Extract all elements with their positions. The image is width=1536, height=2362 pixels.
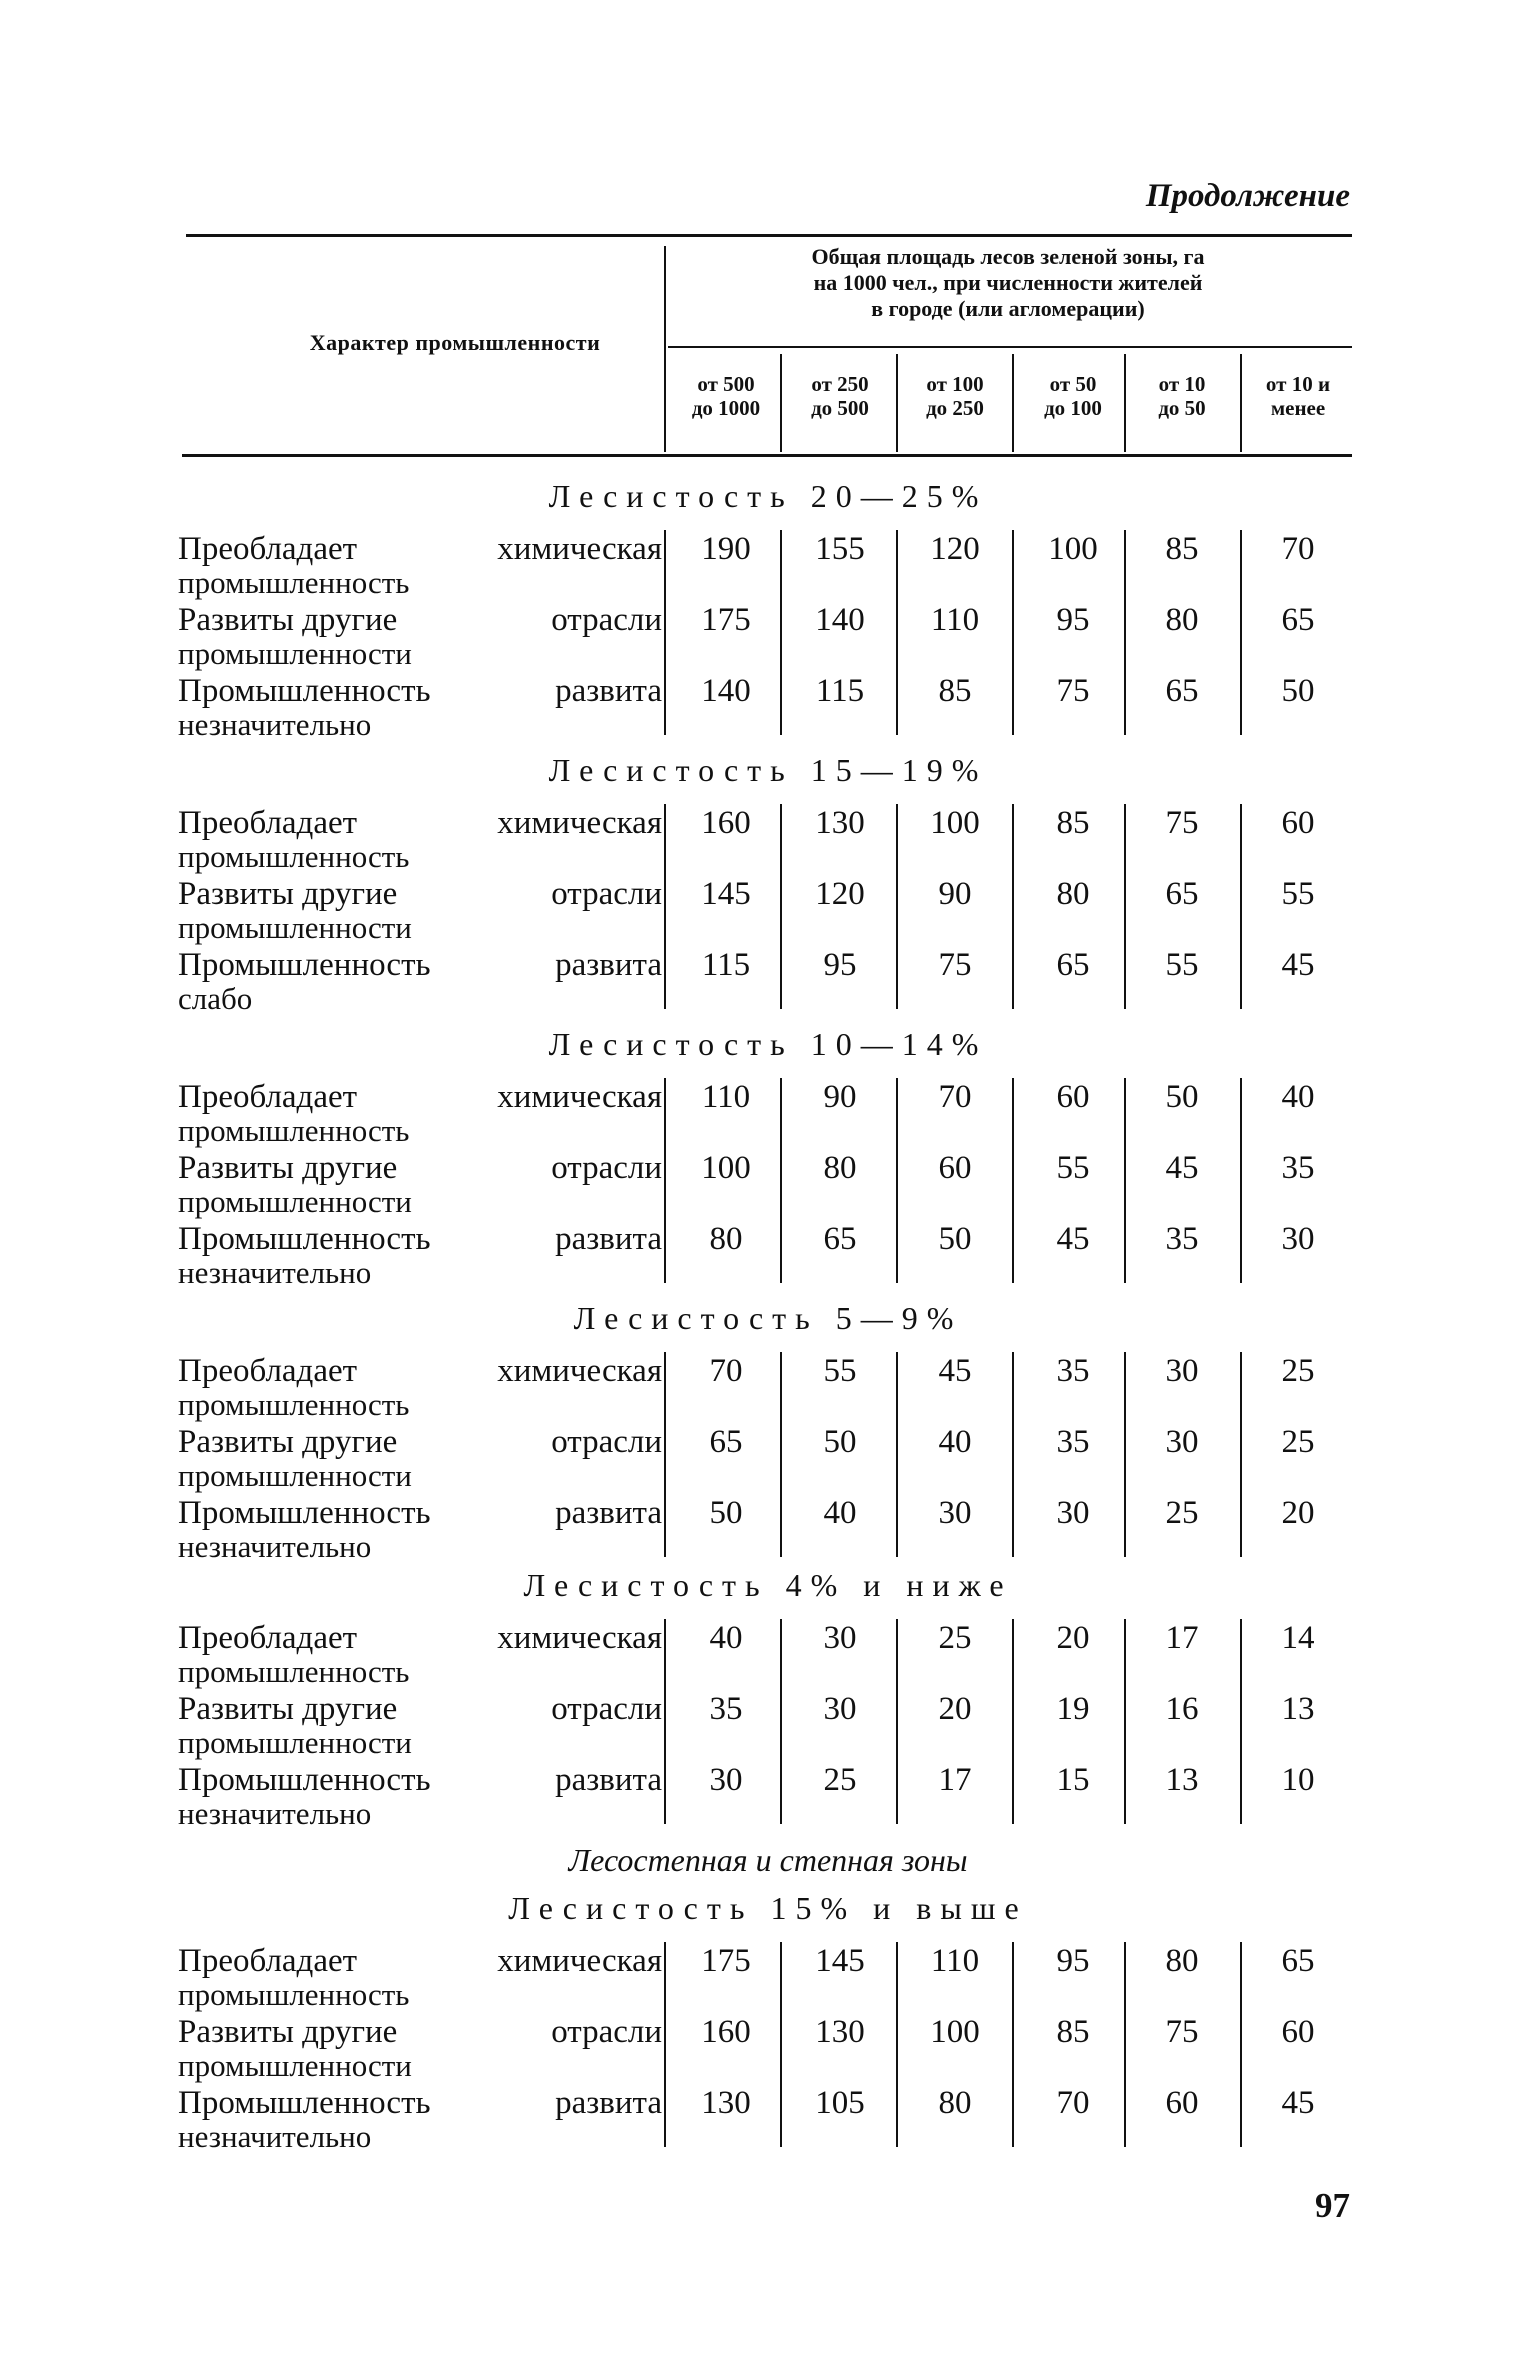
table-cell: 30: [1165, 1353, 1199, 1389]
table-cell: 16: [1165, 1691, 1199, 1727]
table-cell: 50: [823, 1424, 857, 1460]
row-label-word: химическая: [497, 1943, 662, 1979]
column-header: [1243, 372, 1353, 420]
row-label-word: Развиты другие: [178, 1150, 398, 1186]
table-cell: 85: [1056, 2014, 1090, 2050]
table-cell: 45: [1281, 947, 1315, 983]
table-cell: 85: [1165, 531, 1199, 567]
table-cell: 65: [709, 1424, 743, 1460]
table-cell: 160: [701, 805, 751, 841]
header-top-rule: [186, 234, 1352, 237]
column-separator: [1124, 1619, 1126, 1824]
row-label-continuation: промышленности: [178, 910, 412, 945]
column-separator: [664, 804, 666, 1009]
table-cell: 175: [701, 602, 751, 638]
column-separator: [780, 530, 782, 735]
row-label-word: Промышленность: [178, 673, 431, 709]
column-header-separator: [1240, 354, 1242, 452]
table-cell: 55: [1165, 947, 1199, 983]
row-label-continuation: промышленности: [178, 2048, 412, 2083]
row-label: [178, 601, 662, 639]
row-label-word: Промышленность: [178, 1495, 431, 1531]
table-cell: 85: [1056, 805, 1090, 841]
column-separator: [896, 1352, 898, 1557]
row-label-continuation: незначительно: [178, 1255, 372, 1290]
row-label-word: Развиты другие: [178, 602, 398, 638]
row-label-continuation: промышленность: [178, 1113, 410, 1148]
column-header: [671, 372, 781, 420]
row-label-word: Промышленность: [178, 1221, 431, 1257]
column-header-line: от 50: [1049, 372, 1097, 396]
table-cell: 45: [1056, 1221, 1090, 1257]
table-cell: 13: [1281, 1691, 1315, 1727]
row-label-word: развита: [555, 1221, 662, 1257]
table-cell: 80: [938, 2085, 972, 2121]
table-cell: 110: [930, 1943, 980, 1979]
table-cell: 17: [1165, 1620, 1199, 1656]
row-label-word: Промышленность: [178, 947, 431, 983]
column-header-separator: [780, 354, 782, 452]
column-separator: [1240, 1619, 1242, 1824]
column-separator: [1240, 1078, 1242, 1283]
row-label-continuation: слабо: [178, 981, 253, 1016]
table-cell: 90: [823, 1079, 857, 1115]
row-label: [178, 1352, 662, 1390]
table-cell: 35: [1056, 1353, 1090, 1389]
row-label-word: отрасли: [551, 2014, 662, 2050]
table-cell: 95: [823, 947, 857, 983]
column-header-line: до 1000: [691, 396, 761, 420]
row-label: [178, 1761, 662, 1799]
table-cell: 40: [1281, 1079, 1315, 1115]
column-separator: [664, 1942, 666, 2147]
column-separator: [1240, 530, 1242, 735]
row-label-word: отрасли: [551, 602, 662, 638]
table-cell: 105: [815, 2085, 865, 2121]
table-cell: 40: [938, 1424, 972, 1460]
table-cell: 75: [938, 947, 972, 983]
table-cell: 14: [1281, 1620, 1315, 1656]
table-cell: 35: [1056, 1424, 1090, 1460]
table-cell: 45: [938, 1353, 972, 1389]
column-separator: [1240, 1352, 1242, 1557]
column-separator: [1012, 804, 1014, 1009]
column-header-separator: [1124, 354, 1126, 452]
column-header-line: от 10: [1158, 372, 1206, 396]
column-header-line: менее: [1270, 396, 1326, 420]
table-cell: 25: [938, 1620, 972, 1656]
row-label: [178, 1423, 662, 1461]
header-bottom-rule: [182, 454, 1352, 457]
table-cell: 55: [1281, 876, 1315, 912]
row-label-word: Преобладает: [178, 1079, 358, 1115]
row-label-word: Развиты другие: [178, 1424, 398, 1460]
table-cell: 25: [1281, 1353, 1315, 1389]
table-cell: 30: [938, 1495, 972, 1531]
table-cell: 100: [930, 805, 980, 841]
row-label: [178, 804, 662, 842]
table-cell: 45: [1281, 2085, 1315, 2121]
group-caption-line: Общая площадь лесов зеленой зоны, га: [811, 244, 1205, 269]
table-cell: 25: [823, 1762, 857, 1798]
row-label-word: химическая: [497, 531, 662, 567]
table-cell: 75: [1165, 2014, 1199, 2050]
column-header-line: до 100: [1044, 396, 1102, 420]
column-separator: [1240, 1942, 1242, 2147]
section-title: Лесистость 5—9%: [573, 1300, 963, 1336]
column-separator: [780, 1619, 782, 1824]
table-cell: 55: [823, 1353, 857, 1389]
column-separator: [664, 1078, 666, 1283]
group-caption-line: на 1000 чел., при численности жителей: [813, 270, 1203, 295]
column-group-caption: [668, 244, 1348, 322]
table-cell: 65: [1165, 673, 1199, 709]
column-header: [1018, 372, 1128, 420]
column-separator: [780, 1078, 782, 1283]
column-separator: [780, 1352, 782, 1557]
row-label-word: химическая: [497, 1620, 662, 1656]
table-cell: 70: [1056, 2085, 1090, 2121]
row-label: [178, 1149, 662, 1187]
table-cell: 115: [701, 947, 751, 983]
table-cell: 35: [709, 1691, 743, 1727]
table-cell: 30: [823, 1691, 857, 1727]
section-title: Лесистость 15% и выше: [508, 1890, 1028, 1926]
table-cell: 19: [1056, 1691, 1090, 1727]
row-label: [178, 2013, 662, 2051]
section-title: Лесистость 20—25%: [548, 478, 988, 514]
table-cell: 110: [930, 602, 980, 638]
table-cell: 80: [1165, 1943, 1199, 1979]
row-label-continuation: промышленность: [178, 1387, 410, 1422]
table-cell: 155: [815, 531, 865, 567]
table-cell: 60: [1281, 805, 1315, 841]
column-header-line: до 250: [926, 396, 984, 420]
table-cell: 70: [709, 1353, 743, 1389]
column-separator: [1124, 1352, 1126, 1557]
row-label-continuation: промышленность: [178, 1654, 410, 1689]
column-separator: [1012, 1078, 1014, 1283]
column-header-line: от 100: [926, 372, 984, 396]
column-header-line: до 50: [1158, 396, 1206, 420]
table-cell: 70: [1281, 531, 1315, 567]
table-cell: 80: [823, 1150, 857, 1186]
row-label: [178, 1942, 662, 1980]
row-label: [178, 2084, 662, 2122]
table-cell: 120: [815, 876, 865, 912]
table-cell: 100: [701, 1150, 751, 1186]
table-cell: 35: [1165, 1221, 1199, 1257]
table-cell: 30: [1056, 1495, 1090, 1531]
row-label-continuation: промышленности: [178, 1184, 412, 1219]
table-cell: 30: [823, 1620, 857, 1656]
column-separator: [1012, 1619, 1014, 1824]
column-separator: [896, 1078, 898, 1283]
table-cell: 50: [1281, 673, 1315, 709]
table-cell: 100: [1048, 531, 1098, 567]
table-cell: 30: [1281, 1221, 1315, 1257]
table-cell: 145: [701, 876, 751, 912]
table-cell: 145: [815, 1943, 865, 1979]
table-cell: 20: [1281, 1495, 1315, 1531]
row-label-word: Промышленность: [178, 2085, 431, 2121]
row-label-word: отрасли: [551, 1691, 662, 1727]
row-label-word: химическая: [497, 1079, 662, 1115]
row-label: [178, 530, 662, 568]
column-header: [1127, 372, 1237, 420]
row-label-word: развита: [555, 947, 662, 983]
row-label: [178, 1078, 662, 1116]
table-cell: 130: [701, 2085, 751, 2121]
header-mid-rule: [668, 346, 1352, 348]
column-separator: [896, 530, 898, 735]
table-cell: 175: [701, 1943, 751, 1979]
table-cell: 80: [709, 1221, 743, 1257]
row-label-word: отрасли: [551, 1150, 662, 1186]
row-label-continuation: промышленность: [178, 839, 410, 874]
row-label-continuation: промышленности: [178, 1458, 412, 1493]
row-label-word: Преобладает: [178, 1353, 358, 1389]
table-cell: 100: [930, 2014, 980, 2050]
section-title: Лесистость 10—14%: [548, 1026, 988, 1062]
column-separator: [1012, 1352, 1014, 1557]
section-title: Лесистость 15—19%: [548, 752, 988, 788]
table-cell: 40: [823, 1495, 857, 1531]
table-cell: 17: [938, 1762, 972, 1798]
table-cell: 95: [1056, 1943, 1090, 1979]
row-label-word: развита: [555, 1762, 662, 1798]
table-cell: 50: [1165, 1079, 1199, 1115]
table-cell: 60: [938, 1150, 972, 1186]
column-separator: [1012, 530, 1014, 735]
row-label-word: химическая: [497, 805, 662, 841]
column-separator: [780, 1942, 782, 2147]
row-label-word: отрасли: [551, 876, 662, 912]
column-separator: [896, 1942, 898, 2147]
table-cell: 190: [701, 531, 751, 567]
row-label-word: развита: [555, 1495, 662, 1531]
row-label: [178, 672, 662, 710]
table-cell: 25: [1281, 1424, 1315, 1460]
column-header-line: от 10 и: [1265, 372, 1331, 396]
table-cell: 65: [1056, 947, 1090, 983]
row-label-word: Преобладает: [178, 1620, 358, 1656]
table-cell: 115: [815, 673, 865, 709]
row-label-word: Развиты другие: [178, 2014, 398, 2050]
row-label-word: Развиты другие: [178, 876, 398, 912]
row-label: [178, 946, 662, 984]
table-cell: 75: [1165, 805, 1199, 841]
row-label-continuation: незначительно: [178, 707, 372, 742]
row-label-continuation: незначительно: [178, 1529, 372, 1564]
row-label-word: химическая: [497, 1353, 662, 1389]
row-label: [178, 875, 662, 913]
group-caption-line: в городе (или агломерации): [871, 296, 1145, 321]
table-cell: 140: [815, 602, 865, 638]
table-cell: 130: [815, 805, 865, 841]
table-cell: 130: [815, 2014, 865, 2050]
table-cell: 65: [1281, 602, 1315, 638]
table-cell: 65: [823, 1221, 857, 1257]
table-cell: 45: [1165, 1150, 1199, 1186]
table-cell: 95: [1056, 602, 1090, 638]
table-cell: 20: [1056, 1620, 1090, 1656]
column-separator: [664, 1352, 666, 1557]
row-label-continuation: промышленность: [178, 1977, 410, 2012]
table-cell: 90: [938, 876, 972, 912]
table-cell: 160: [701, 2014, 751, 2050]
table-cell: 13: [1165, 1762, 1199, 1798]
table-cell: 60: [1281, 2014, 1315, 2050]
row-label-word: развита: [555, 2085, 662, 2121]
column-separator: [896, 1619, 898, 1824]
column-header: [785, 372, 895, 420]
column-separator: [664, 1619, 666, 1824]
table-cell: 80: [1056, 876, 1090, 912]
table-cell: 15: [1056, 1762, 1090, 1798]
column-header-line: от 500: [697, 372, 755, 396]
row-label-continuation: незначительно: [178, 1796, 372, 1831]
row-label-continuation: промышленности: [178, 636, 412, 671]
table-cell: 85: [938, 673, 972, 709]
table-cell: 40: [709, 1620, 743, 1656]
table-cell: 60: [1056, 1079, 1090, 1115]
table-cell: 30: [1165, 1424, 1199, 1460]
row-label: [178, 1619, 662, 1657]
row-label: [178, 1494, 662, 1532]
row-label-continuation: незначительно: [178, 2119, 372, 2154]
table-cell: 65: [1281, 1943, 1315, 1979]
row-label-word: развита: [555, 673, 662, 709]
row-label-word: Преобладает: [178, 805, 358, 841]
zone-title: Лесостепная и степная зоны: [568, 1842, 968, 1878]
column-separator: [1240, 804, 1242, 1009]
row-label-word: Преобладает: [178, 531, 358, 567]
section-title: Лесистость 4% и ниже: [523, 1567, 1013, 1603]
table-cell: 70: [938, 1079, 972, 1115]
header-vline: [664, 246, 666, 452]
table-cell: 140: [701, 673, 751, 709]
column-header-separator: [896, 354, 898, 452]
row-label-word: отрасли: [551, 1424, 662, 1460]
row-label: [178, 1220, 662, 1258]
row-label-continuation: промышленности: [178, 1725, 412, 1760]
column-separator: [1012, 1942, 1014, 2147]
column-separator: [1124, 530, 1126, 735]
column-separator: [664, 530, 666, 735]
table-cell: 35: [1281, 1150, 1315, 1186]
column-header-separator: [1012, 354, 1014, 452]
row-label-word: Развиты другие: [178, 1691, 398, 1727]
row-label: [178, 1690, 662, 1728]
column-separator: [1124, 1942, 1126, 2147]
page-header: Продолжение: [1145, 178, 1350, 214]
table-cell: 25: [1165, 1495, 1199, 1531]
table-cell: 110: [701, 1079, 751, 1115]
column-header-line: от 250: [811, 372, 869, 396]
column-header: [900, 372, 1010, 420]
table-cell: 80: [1165, 602, 1199, 638]
table-cell: 50: [938, 1221, 972, 1257]
table-cell: 60: [1165, 2085, 1199, 2121]
page-number: 97: [1315, 2186, 1350, 2225]
table-cell: 10: [1281, 1762, 1315, 1798]
row-label-word: Преобладает: [178, 1943, 358, 1979]
row-label-continuation: промышленность: [178, 565, 410, 600]
column-separator: [780, 804, 782, 1009]
column-separator: [1124, 1078, 1126, 1283]
column-separator: [1124, 804, 1126, 1009]
row-label-word: Промышленность: [178, 1762, 431, 1798]
table-cell: 55: [1056, 1150, 1090, 1186]
table-cell: 75: [1056, 673, 1090, 709]
table-cell: 65: [1165, 876, 1199, 912]
table-cell: 120: [930, 531, 980, 567]
table-cell: 20: [938, 1691, 972, 1727]
row-label-caption: Характер промышленности: [309, 330, 601, 355]
table-cell: 50: [709, 1495, 743, 1531]
column-separator: [896, 804, 898, 1009]
column-header-line: до 500: [811, 396, 869, 420]
table-cell: 30: [709, 1762, 743, 1798]
